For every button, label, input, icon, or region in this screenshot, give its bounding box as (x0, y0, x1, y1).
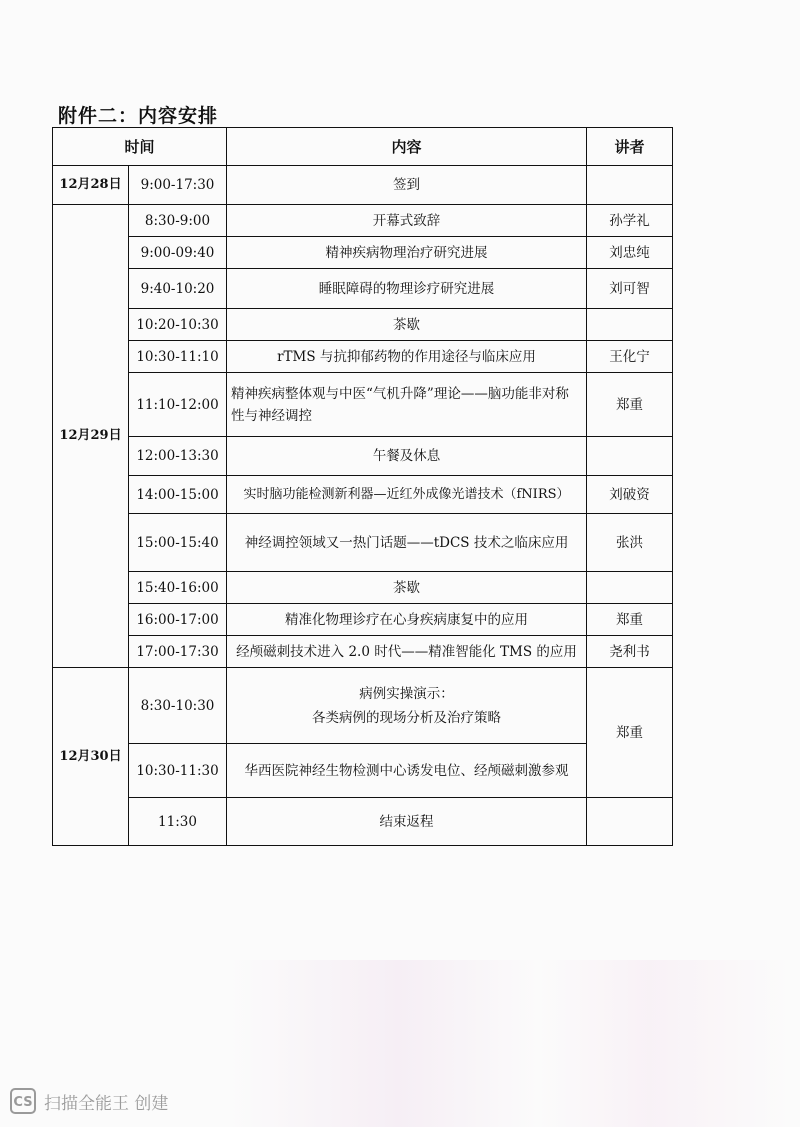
time-cell: 14:00-15:00 (129, 476, 227, 514)
header-speaker: 讲者 (587, 128, 673, 166)
time-cell: 8:30-10:30 (129, 668, 227, 744)
content-cell: 开幕式致辞 (227, 205, 587, 237)
speaker-cell: 刘破资 (587, 476, 673, 514)
time-cell: 16:00-17:00 (129, 604, 227, 636)
table-row (53, 437, 673, 476)
page-heading: 附件二：内容安排 (58, 105, 219, 127)
content-cell: 茶歇 (227, 309, 587, 341)
time-cell: 9:00-09:40 (129, 237, 227, 269)
content-cell: 结束返程 (227, 798, 587, 846)
speaker-cell: 尧利书 (587, 636, 673, 668)
content-cell: rTMS 与抗抑郁药物的作用途径与临床应用 (227, 341, 587, 373)
table-row (53, 744, 673, 798)
time-cell: 15:40-16:00 (129, 572, 227, 604)
date-cell: 12月30日 (53, 668, 129, 846)
time-cell: 10:30-11:10 (129, 341, 227, 373)
speaker-cell (587, 572, 673, 604)
speaker-cell (587, 309, 673, 341)
table-row (53, 373, 673, 437)
header-content: 内容 (227, 128, 587, 166)
content-cell: 睡眠障碍的物理诊疗研究进展 (227, 269, 587, 309)
content-cell: 神经调控领域又一热门话题——tDCS 技术之临床应用 (227, 514, 587, 572)
time-cell: 9:40-10:20 (129, 269, 227, 309)
time-cell: 8:30-9:00 (129, 205, 227, 237)
table-row (53, 309, 673, 341)
content-line: 病例实操演示： (359, 685, 454, 702)
table-row (53, 572, 673, 604)
time-cell: 12:00-13:30 (129, 437, 227, 476)
date-cell: 12月29日 (53, 205, 129, 668)
table-row (53, 514, 673, 572)
content-cell: 精准化物理诊疗在心身疾病康复中的应用 (227, 604, 587, 636)
table-row (53, 798, 673, 846)
time-cell: 15:00-15:40 (129, 514, 227, 572)
time-cell: 10:20-10:30 (129, 309, 227, 341)
time-cell: 11:10-12:00 (129, 373, 227, 437)
paper-tint (230, 960, 790, 1127)
content-cell (227, 668, 587, 744)
schedule-table (52, 127, 673, 846)
scanner-watermark (10, 1088, 168, 1114)
date-cell: 12月28日 (53, 166, 129, 205)
content-cell: 精神疾病整体观与中医“气机升降”理论——脑功能非对称性与神经调控 (227, 373, 587, 437)
table-row (53, 269, 673, 309)
time-cell: 11:30 (129, 798, 227, 846)
content-cell: 实时脑功能检测新利器—近红外成像光谱技术（fNIRS） (227, 476, 587, 514)
content-line: 各类病例的现场分析及治疗策略 (312, 709, 502, 726)
speaker-cell: 郑重 (587, 668, 673, 798)
speaker-cell: 郑重 (587, 373, 673, 437)
content-cell: 茶歇 (227, 572, 587, 604)
time-cell: 9:00-17:30 (129, 166, 227, 205)
table-header-row (53, 128, 673, 166)
table-row (53, 205, 673, 237)
watermark-text: 扫描全能王 创建 (44, 1093, 169, 1114)
speaker-cell: 王化宁 (587, 341, 673, 373)
table-row (53, 166, 673, 205)
speaker-cell (587, 166, 673, 205)
speaker-cell: 刘忠纯 (587, 237, 673, 269)
speaker-cell: 张洪 (587, 514, 673, 572)
content-cell: 精神疾病物理治疗研究进展 (227, 237, 587, 269)
table-row (53, 341, 673, 373)
time-cell: 17:00-17:30 (129, 636, 227, 668)
header-time: 时间 (53, 128, 227, 166)
content-cell: 午餐及休息 (227, 437, 587, 476)
table-row (53, 636, 673, 668)
speaker-cell: 郑重 (587, 604, 673, 636)
table-row (53, 237, 673, 269)
camscanner-logo-icon: CS (10, 1088, 36, 1114)
table-row (53, 604, 673, 636)
table-row (53, 476, 673, 514)
speaker-cell (587, 437, 673, 476)
content-cell: 华西医院神经生物检测中心诱发电位、经颅磁刺激参观 (227, 744, 587, 798)
table-row (53, 668, 673, 744)
time-cell: 10:30-11:30 (129, 744, 227, 798)
speaker-cell: 刘可智 (587, 269, 673, 309)
content-cell: 签到 (227, 166, 587, 205)
content-cell: 经颅磁刺技术进入 2.0 时代——精准智能化 TMS 的应用 (227, 636, 587, 668)
speaker-cell: 孙学礼 (587, 205, 673, 237)
speaker-cell (587, 798, 673, 846)
